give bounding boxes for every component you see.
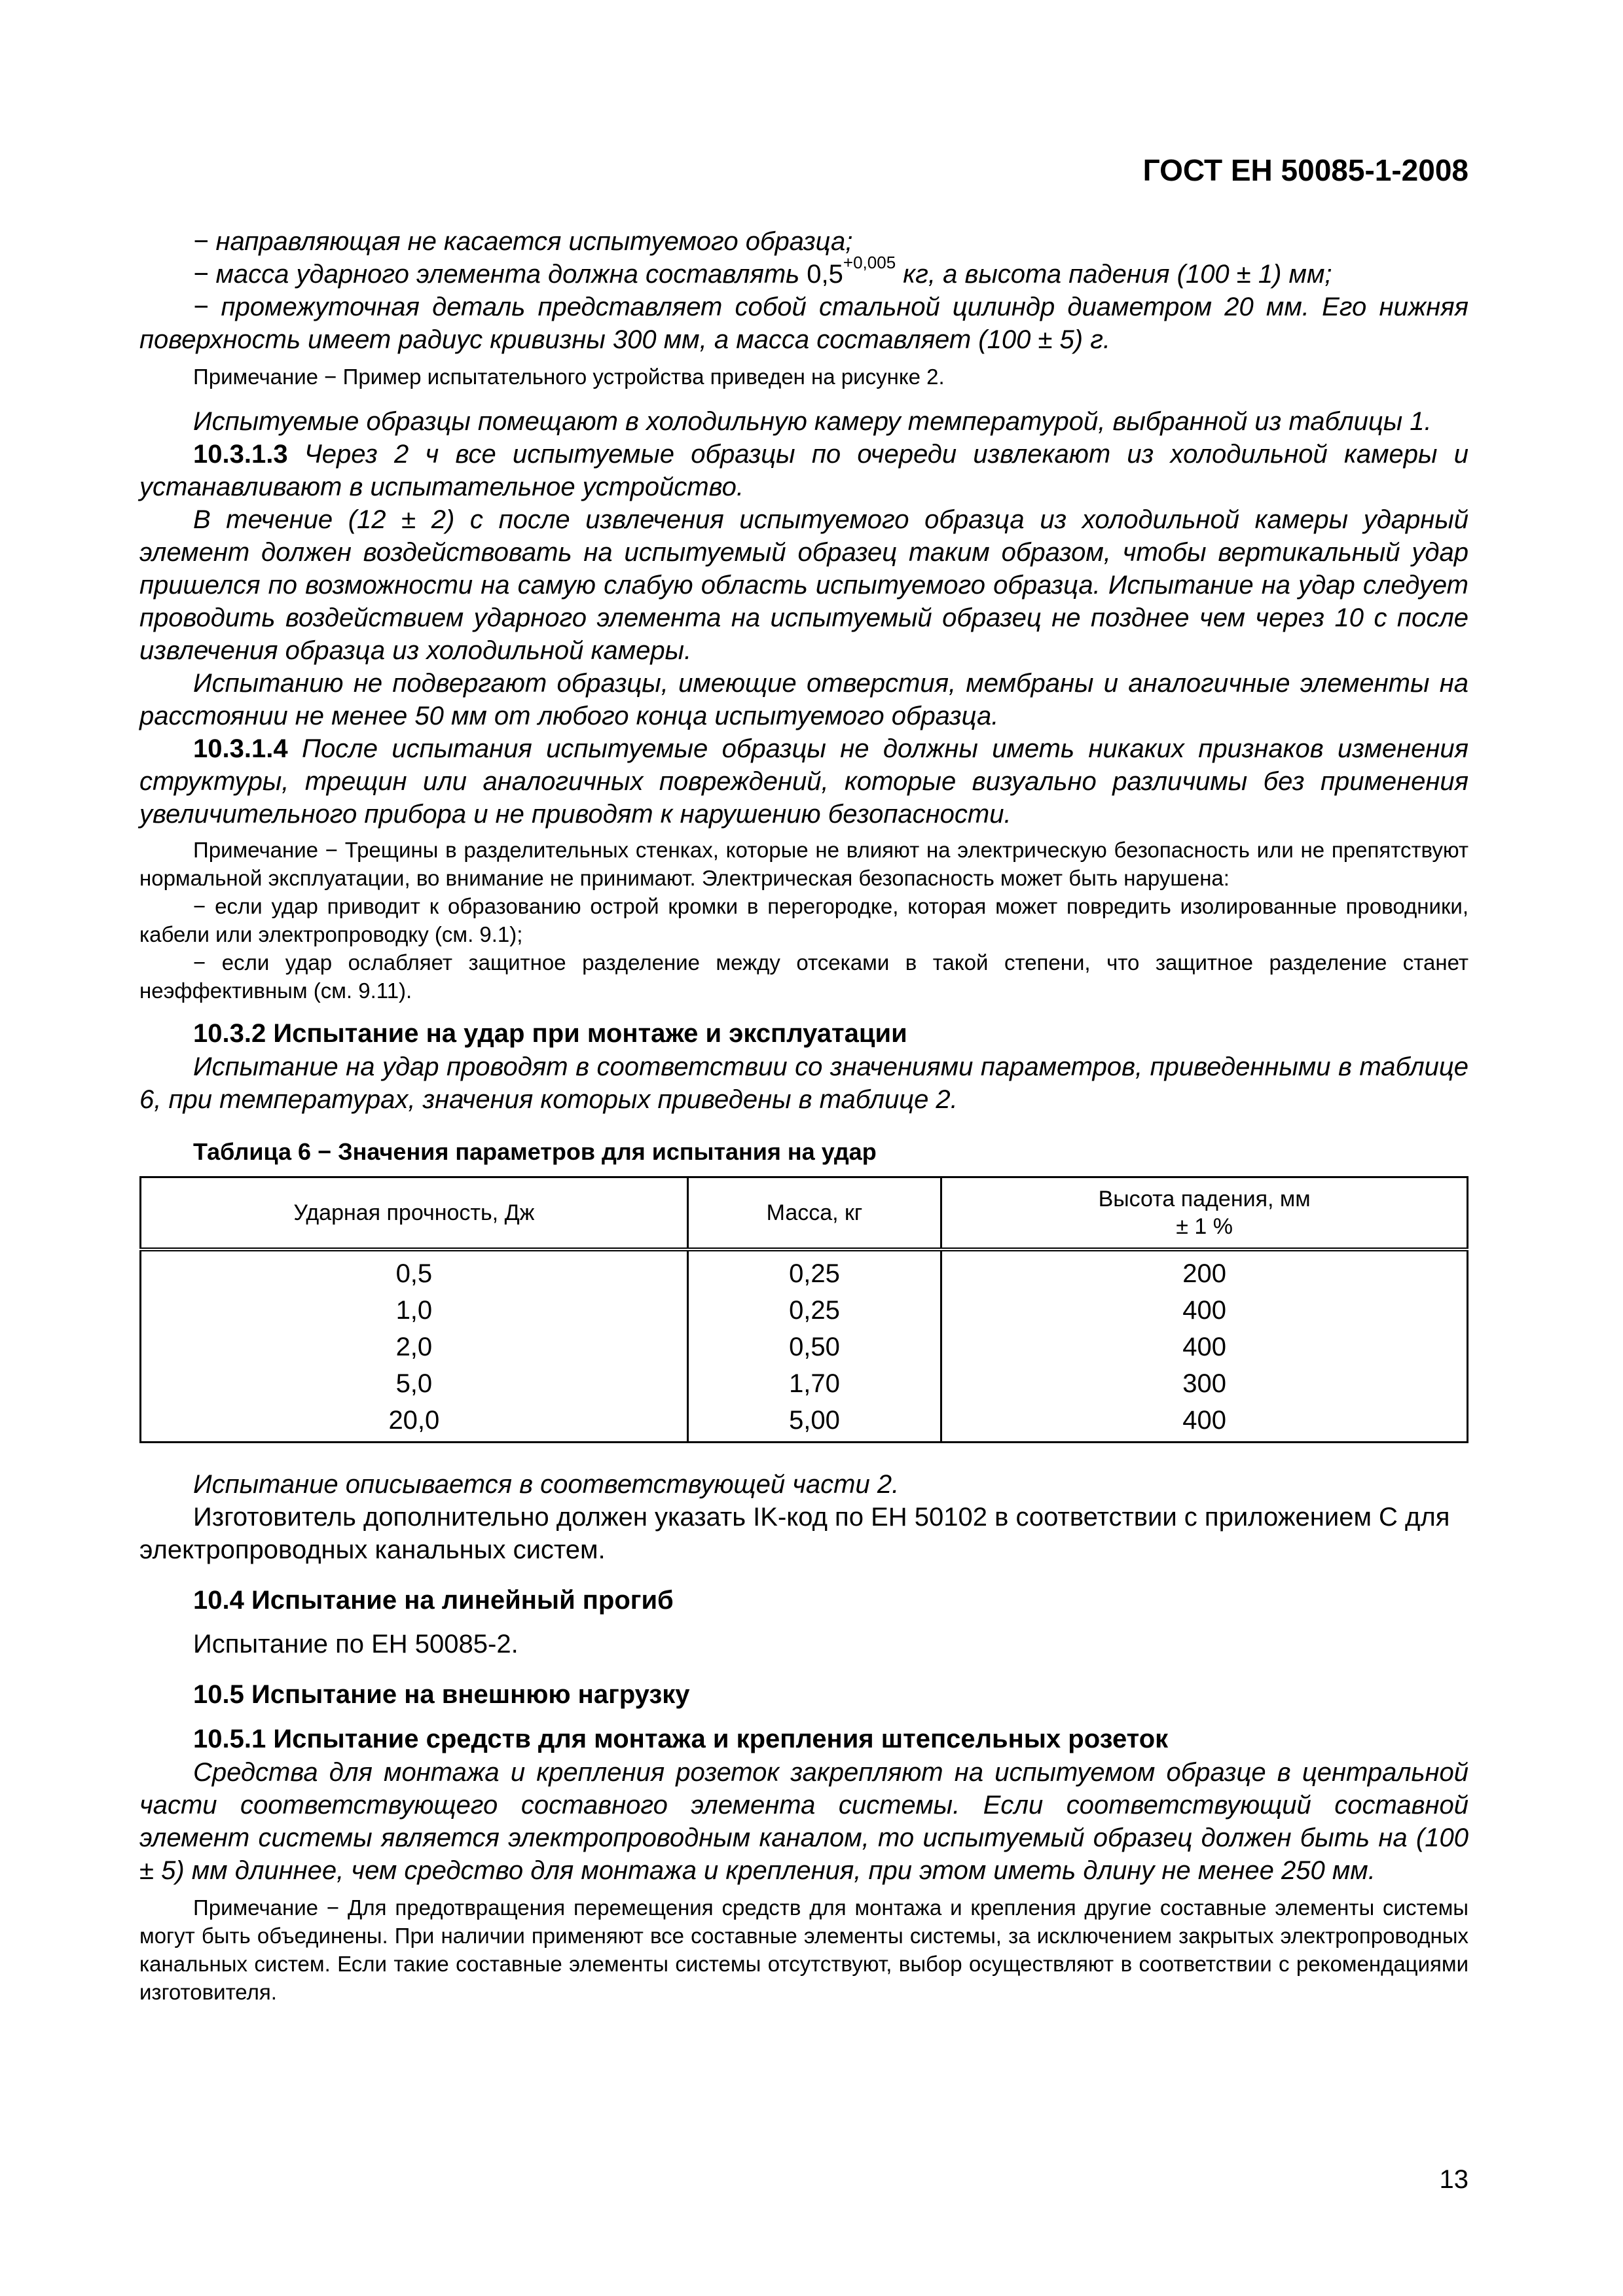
- cell-drop-height: 400: [941, 1292, 1468, 1329]
- cell-mass: 0,25: [687, 1292, 941, 1329]
- table-row: [141, 1292, 1468, 1329]
- clause-text: Через 2 ч все испытуемые образцы по очереди извлекают из холодильной камеры и устанавливают в испытательное устройство.: [139, 440, 1468, 501]
- heading-10-4: 10.4 Испытание на линейный прогиб: [193, 1586, 674, 1615]
- heading-10-5-1: 10.5.1 Испытание средств для монтажа и крепления штепсельных розеток: [193, 1725, 1169, 1753]
- cell-drop-height: 200: [941, 1249, 1468, 1292]
- header-drop-height-tolerance: ± 1 %: [1176, 1214, 1233, 1239]
- note-mounting: Примечание − Для предотвращения перемещения средств для монтажа и крепления другие составные элементы системы могут быть объединены. При наличии применяют все составные элементы системы, за исключением закрытых электропроводных канальных систем. Если такие составные элементы системы отсутствуют, выбор осуществляют в соответствии с рекомендациями изготовителя.: [139, 1895, 1468, 2004]
- page-content: [139, 225, 1468, 2006]
- bullet-mass-pre: − масса ударного элемента должна составлять: [193, 260, 800, 289]
- page-number: 13: [1439, 2165, 1468, 2194]
- bullet-mass-post: кг, а высота падения (100 ± 1) мм;: [903, 260, 1332, 289]
- clause-number: 10.3.1.4: [193, 734, 288, 763]
- table-row: [141, 1249, 1468, 1292]
- cell-impact-energy: 20,0: [141, 1402, 688, 1443]
- document-id: ГОСТ ЕН 50085-1-2008: [1142, 153, 1468, 187]
- table-row: [141, 1402, 1468, 1443]
- para-10-5-1: Средства для монтажа и крепления розеток закрепляют на испытуемом образце в центральной части соответствующего составного элемента системы. Если соответствующий составной элемент системы является электропроводным каналом, то испытуемый образец должен быть на (100 ± 5) мм длиннее, чем средство для монтажа и крепления, при этом иметь длину не менее 250 мм.: [139, 1758, 1468, 1885]
- heading-10-5: 10.5 Испытание на внешнюю нагрузку: [193, 1680, 690, 1709]
- cell-mass: 0,25: [687, 1249, 941, 1292]
- cell-drop-height: 300: [941, 1365, 1468, 1402]
- cell-impact-energy: 2,0: [141, 1329, 688, 1365]
- para-10-4: Испытание по ЕН 50085-2.: [193, 1630, 519, 1659]
- impact-parameters-table: [139, 1176, 1468, 1443]
- clause-10-3-1-3: [139, 438, 1468, 503]
- cell-mass: 0,50: [687, 1329, 941, 1365]
- cell-impact-energy: 5,0: [141, 1365, 688, 1402]
- table-header-row: [141, 1177, 1468, 1250]
- note-cracks-item: − если удар ослабляет защитное разделение между отсеками в такой степени, что защитное разделение станет неэффективным (см. 9.11).: [139, 950, 1468, 1003]
- para-10-3-2: Испытание на удар проводят в соответствии со значениями параметров, приведенными в таблице 6, при температурах, значения которых приведены в таблице 2.: [139, 1052, 1468, 1114]
- cell-drop-height: 400: [941, 1402, 1468, 1443]
- heading-10-3-2: 10.3.2 Испытание на удар при монтаже и эксплуатации: [193, 1019, 907, 1048]
- table-row: [141, 1329, 1468, 1365]
- para-exclusions: Испытанию не подвергают образцы, имеющие отверстия, мембраны и аналогичные элементы на расстоянии не менее 50 мм от любого конца испытуемого образца.: [139, 669, 1468, 730]
- note-figure-ref: Примечание − Пример испытательного устройства приведен на рисунке 2.: [193, 365, 945, 389]
- header-drop-height: [941, 1177, 1468, 1250]
- clause-text: После испытания испытуемые образцы не должны иметь никаких признаков изменения структуры, трещин или аналогичных повреждений, которые визуально различимы без применения увеличительного прибора и не приводят к нарушению безопасности.: [139, 734, 1468, 829]
- cell-mass: 5,00: [687, 1402, 941, 1443]
- bullet-mass: [139, 253, 1468, 291]
- cell-impact-energy: 0,5: [141, 1249, 688, 1292]
- bullet-intermediate-part: − промежуточная деталь представляет собой стальной цилиндр диаметром 20 мм. Его нижняя поверхность имеет радиус кривизны 300 мм, а масса составляет (100 ± 5) г.: [139, 293, 1468, 354]
- clause-number: 10.3.1.3: [193, 440, 288, 469]
- bullet-guide: − направляющая не касается испытуемого образца;: [193, 227, 853, 256]
- header-mass: Масса, кг: [687, 1177, 941, 1250]
- para-impact: В течение (12 ± 2) с после извлечения испытуемого образца из холодильной камеры ударный элемент должен воздействовать на испытуемый образец таким образом, чтобы вертикальный удар пришелся по возможности на самую слабую область испытуемого образца. Испытание на удар следует проводить воздействием ударного элемента на испытуемый образец не позднее чем через 10 с после извлечения образца из холодильной камеры.: [139, 505, 1468, 665]
- cell-impact-energy: 1,0: [141, 1292, 688, 1329]
- table-caption: Таблица 6 − Значения параметров для испытания на удар: [193, 1138, 877, 1165]
- mass-value: 0,5: [807, 260, 843, 289]
- para-part2: Испытание описывается в соответствующей части 2.: [193, 1470, 900, 1499]
- note-cracks-item: − если удар приводит к образованию острой кромки в перегородке, которая может повредить изолированные проводники, кабели или электропроводку (см. 9.1);: [139, 894, 1468, 946]
- clause-10-3-1-4: [139, 732, 1468, 831]
- cell-drop-height: 400: [941, 1329, 1468, 1365]
- para-cold-chamber: Испытуемые образцы помещают в холодильную камеру температурой, выбранной из таблицы 1.: [193, 407, 1432, 436]
- cell-mass: 1,70: [687, 1365, 941, 1402]
- header-drop-height-label: Высота падения, мм: [1098, 1187, 1311, 1211]
- para-ik-code: Изготовитель дополнительно должен указать IK-код по ЕН 50102 в соответствии с приложением С для электропроводных канальных систем.: [139, 1503, 1450, 1564]
- mass-tolerance: +0,005: [843, 253, 896, 272]
- table-row: [141, 1365, 1468, 1402]
- note-cracks: Примечание − Трещины в разделительных стенках, которые не влияют на электрическую безопасность или не препятствуют нормальной эксплуатации, во внимание не принимают. Электрическая безопасность может быть нарушена:: [139, 838, 1468, 890]
- header-impact-energy: Ударная прочность, Дж: [141, 1177, 688, 1250]
